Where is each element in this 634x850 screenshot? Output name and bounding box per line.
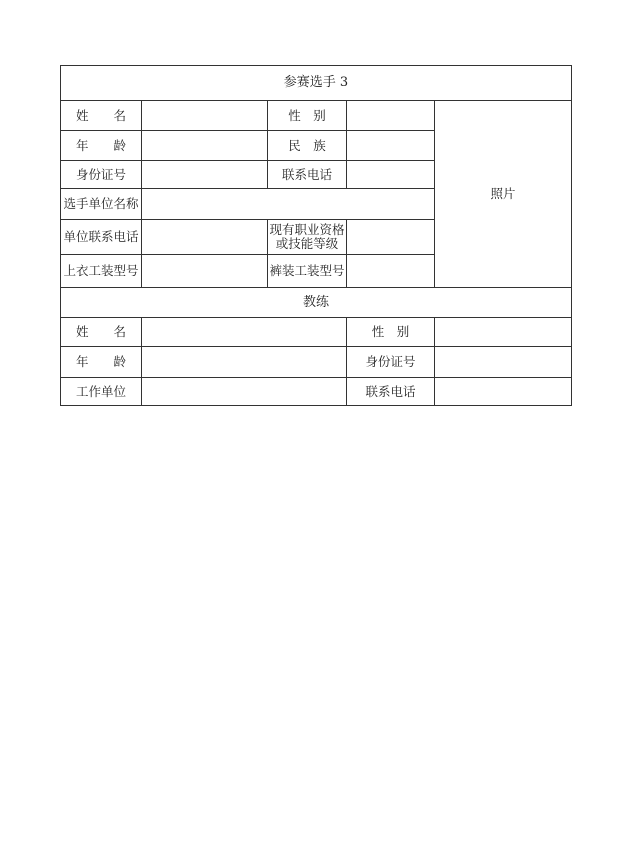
coach-age-field[interactable] — [142, 347, 347, 378]
coach-name-field[interactable] — [142, 318, 347, 347]
player-gender-field[interactable] — [347, 101, 435, 131]
coach-phone-label: 联系电话 — [347, 378, 435, 406]
player-ethnicity-label: 民 族 — [268, 131, 347, 161]
coach-row-age — [61, 347, 572, 378]
player-unit-name-label: 选手单位名称 — [61, 189, 142, 220]
qualification-label-line2: 或技能等级 — [275, 236, 339, 251]
player-row-name — [61, 101, 572, 131]
player-pants-size-field[interactable] — [347, 255, 435, 288]
player-jacket-size-field[interactable] — [142, 255, 268, 288]
coach-title-row — [61, 288, 572, 318]
player-unit-name-field[interactable] — [142, 189, 435, 220]
photo-box[interactable]: 照片 — [435, 101, 572, 288]
qualification-label-line1: 现有职业资格 — [269, 222, 345, 237]
player-age-field[interactable] — [142, 131, 268, 161]
player-gender-label: 性 别 — [268, 101, 347, 131]
player-pants-size-label: 裤装工装型号 — [268, 255, 347, 288]
player-age-label: 年 龄 — [61, 131, 142, 161]
coach-workplace-field[interactable] — [142, 378, 347, 406]
player-id-field[interactable] — [142, 161, 268, 189]
player-unit-phone-field[interactable] — [142, 220, 268, 255]
coach-section-title: 教练 — [61, 288, 572, 318]
coach-id-label: 身份证号 — [347, 347, 435, 378]
player-title-row — [61, 66, 572, 101]
coach-id-field[interactable] — [435, 347, 572, 378]
player-qualification-label — [268, 220, 347, 255]
player-name-label: 姓 名 — [61, 101, 142, 131]
player-phone-field[interactable] — [347, 161, 435, 189]
registration-form — [60, 65, 572, 406]
player-phone-label: 联系电话 — [268, 161, 347, 189]
coach-age-label: 年 龄 — [61, 347, 142, 378]
coach-gender-label: 性 别 — [347, 318, 435, 347]
coach-row-workplace — [61, 378, 572, 406]
coach-phone-field[interactable] — [435, 378, 572, 406]
player-ethnicity-field[interactable] — [347, 131, 435, 161]
player-name-field[interactable] — [142, 101, 268, 131]
player-section-title: 参赛选手 3 — [61, 66, 572, 101]
coach-name-label: 姓 名 — [61, 318, 142, 347]
player-jacket-size-label: 上衣工装型号 — [61, 255, 142, 288]
coach-gender-field[interactable] — [435, 318, 572, 347]
player-unit-phone-label: 单位联系电话 — [61, 220, 142, 255]
player-qualification-field[interactable] — [347, 220, 435, 255]
coach-workplace-label: 工作单位 — [61, 378, 142, 406]
player-id-label: 身份证号 — [61, 161, 142, 189]
coach-row-name — [61, 318, 572, 347]
